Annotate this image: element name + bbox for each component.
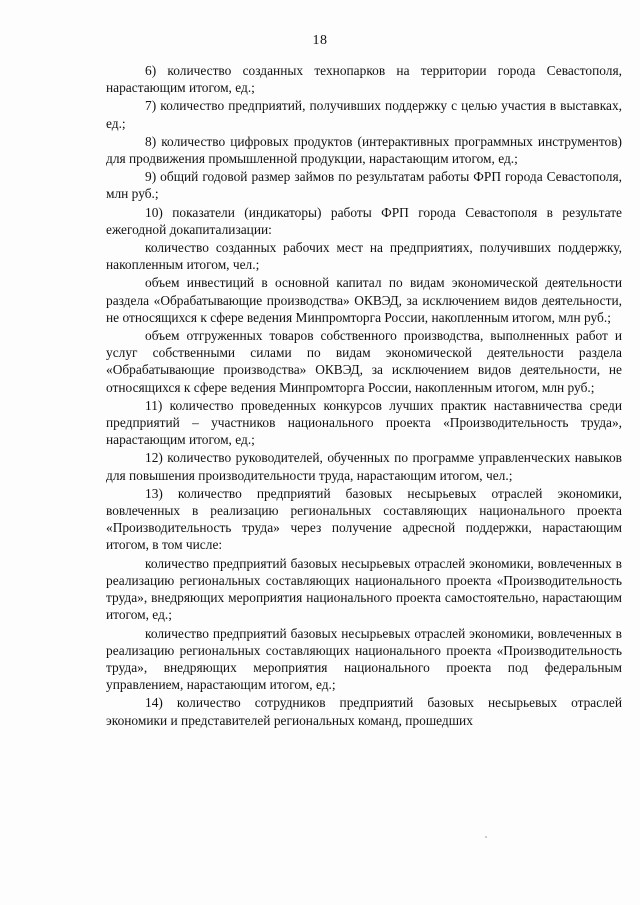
paragraph-item-9: 9) общий годовой размер займов по результатам работы ФРП города Севастополя, млн руб.; xyxy=(106,169,622,202)
document-body xyxy=(106,62,622,729)
paragraph-subitem-investments: объем инвестиций в основной капитал по видам экономической деятельности раздела «Обрабатывающие производства» ОКВЭД, за исключением видов деятельности, не относящихся к сфере ведения Минпромторга России, накопленным итогом, млн руб.; xyxy=(106,275,622,325)
paragraph-item-7: 7) количество предприятий, получивших поддержку с целью участия в выставках, ед.; xyxy=(106,98,622,131)
paragraph-item-14: 14) количество сотрудников предприятий базовых несырьевых отраслей экономики и представителей региональных команд, прошедших xyxy=(106,695,622,728)
paragraph-subitem-shipped-goods: объем отгруженных товаров собственного производства, выполненных работ и услуг собственными силами по видам экономической деятельности раздела «Обрабатывающие производства» ОКВЭД, за исключением видов деятельности, не относящихся к сфере ведения Минпромторга России, накопленным итогом, млн руб.; xyxy=(106,328,622,395)
paragraph-item-13: 13) количество предприятий базовых несырьевых отраслей экономики, вовлеченных в реализацию региональных составляющих национального проекта «Производительность труда» через получение адресной поддержки, нарастающим итогом, в том числе: xyxy=(106,485,622,553)
paragraph-subitem-federal-management: количество предприятий базовых несырьевых отраслей экономики, вовлеченных в реализацию региональных составляющих национального проекта «Производительность труда», внедряющих мероприятия национального проекта под федеральным управлением, нарастающим итогом, ед.; xyxy=(106,625,622,693)
paragraph-item-12: 12) количество руководителей, обученных по программе управленческих навыков для повышения производительности труда, нарастающим итогом, чел.; xyxy=(106,450,622,483)
paragraph-item-10: 10) показатели (индикаторы) работы ФРП города Севастополя в результате ежегодной докапитализации: xyxy=(106,204,622,237)
paragraph-subitem-self-implementation: количество предприятий базовых несырьевых отраслей экономики, вовлеченных в реализацию региональных составляющих национального проекта «Производительность труда», внедряющих мероприятия национального проекта самостоятельно, нарастающим итогом, ед.; xyxy=(106,555,622,623)
scan-artifact-dot xyxy=(485,836,487,838)
page-number: 18 xyxy=(312,33,328,48)
paragraph-item-8: 8) количество цифровых продуктов (интерактивных программных инструментов) для продвижения промышленной продукции, нарастающим итогом, ед.; xyxy=(106,133,622,167)
paragraph-item-6: 6) количество созданных технопарков на территории города Севастополя, нарастающим итогом, ед.; xyxy=(106,63,622,96)
paragraph-subitem-jobs: количество созданных рабочих мест на предприятиях, получивших поддержку, накопленным итогом, чел.; xyxy=(106,240,622,273)
paragraph-item-11: 11) количество проведенных конкурсов лучших практик наставничества среди предприятий – участников национального проекта «Производительность труда», нарастающим итогом, ед.; xyxy=(106,397,622,448)
